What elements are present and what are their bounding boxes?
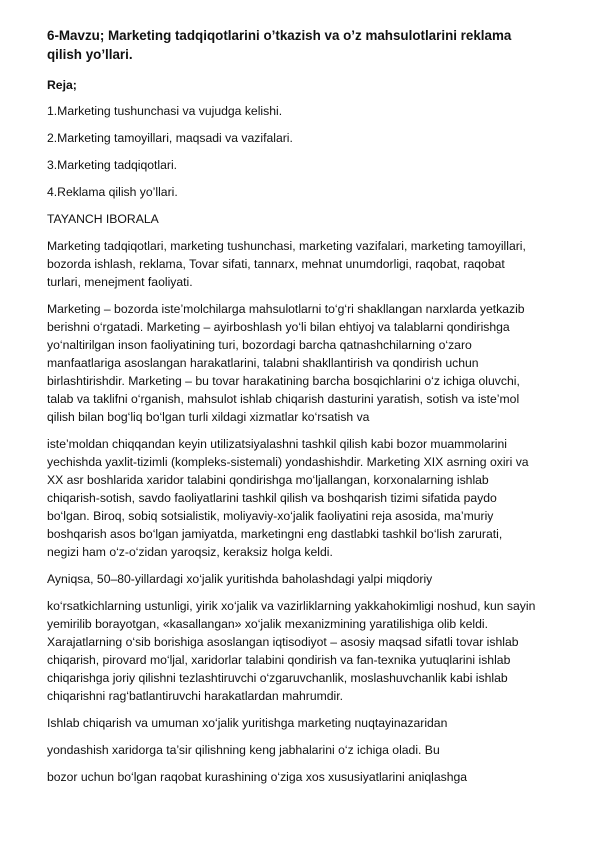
paragraph-line: qilish bilan bog‘liq bo‘lgan turli xildagi xizmatlar ko‘rsatish va xyxy=(47,410,370,424)
paragraph-line: boshqarish asos bo‘lgan jamiyatda, marketingni eng dastlabki tashkil bo‘lish zarurati, xyxy=(47,527,503,541)
document-title xyxy=(47,26,567,64)
paragraph-line: Ayniqsa, 50–80-yillardagi xo‘jalik yuritishda baholashdagi yalpi miqdoriy xyxy=(47,572,433,586)
paragraph-line: birlashtirishdir. Marketing – bu tovar harakatining barcha bosqichlarini o‘z ichiga oluvchi, xyxy=(47,374,520,388)
paragraph-line: Ishlab chiqarish va umuman xo‘jalik yuritishga marketing nuqtayinazaridan xyxy=(47,716,448,730)
plan-item: 4.Reklama qilish yo’llari. xyxy=(47,185,178,199)
paragraph-line: chiqarish-sotish, savdo faoliyatlarini tashkil qilish va boshqarish tizimi sifatida paydo xyxy=(47,491,497,505)
keywords-line: bozorda ishlash, reklama, Tovar sifati, tannarx, mehnat unumdorligi, raqobat, raqobat xyxy=(47,257,505,271)
paragraph-line: XX asr boshlarida xaridor talabini qondirishga mo‘ljallangan, korxonalarning ishlab xyxy=(47,473,489,487)
paragraph-line: yondashish xaridorga ta’sir qilishning keng jabhalarini o‘z ichiga oladi. Bu xyxy=(47,743,440,757)
paragraph-line: bo‘lgan. Biroq, sobiq sotsialistik, moliyaviy-xo‘jalik faoliyatini reja asosida, ma’muriy xyxy=(47,509,494,523)
paragraph-line: iste’moldan chiqqandan keyin utilizatsiyalashni tashkil qilish kabi bozor muammolarini xyxy=(47,437,507,451)
paragraph-line: yemirilib borayotgan, «kasallangan» xo‘jalik mexanizmining yaratilishiga olib keldi. xyxy=(47,617,489,631)
paragraph-line: ko‘rsatkichlarning ustunligi, yirik xo‘jalik va vazirliklarning yakkahokimligi noshud, kun sayin xyxy=(47,599,536,613)
paragraph-line: chiqarishni rag‘batlantiruvchi harakatlardan mahrumdir. xyxy=(47,689,344,703)
paragraph-line: Marketing – bozorda iste’molchilarga mahsulotlarni to‘g‘ri shakllangan narxlarda yetkazib xyxy=(47,302,525,316)
paragraph-line: talab va taklifni o‘rganish, mahsulot ishlab chiqarish dasturini yaratish, sotish va iste’mol xyxy=(47,392,520,406)
paragraph-line: chiqarishga joriy qilishni tezlashtiruvchi o‘zgaruvchanlik, moslashuvchanlik kabi ishlab xyxy=(47,671,508,685)
paragraph-line: berishni o‘rgatadi. Marketing – ayirboshlash yo‘li bilan ehtiyoj va talablarni qondirishga xyxy=(47,320,510,334)
paragraph-line: yechishda yaxlit-tizimli (kompleks-sistemali) yondashishdir. Marketing XIX asrning oxiri va xyxy=(47,455,529,469)
paragraph-line: Xarajatlarning o‘sib borishiga asoslangan iqtisodiyot – asosiy maqsad sifatli tovar ishlab xyxy=(47,635,519,649)
paragraph-line: yo‘naltirilgan inson faoliyatining turi, bozordagi barcha qatnashchilarning o‘zaro xyxy=(47,338,472,352)
paragraph-line: chiqarish, pirovard mo‘ljal, xaridorlar talabini qondirish va fan-texnika yutuqlarini ishlab xyxy=(47,653,511,667)
keywords-line: turlari, menejment faoliyati. xyxy=(47,275,193,289)
reja-heading: Reja; xyxy=(47,78,77,92)
keywords-line: Marketing tadqiqotlari, marketing tushunchasi, marketing vazifalari, marketing tamoyillari, xyxy=(47,239,526,253)
plan-item: 2.Marketing tamoyillari, maqsadi va vazifalari. xyxy=(47,131,293,145)
paragraph-line: negizi ham o‘z-o‘zidan yaroqsiz, keraksiz holga keldi. xyxy=(47,545,333,559)
plan-item: 3.Marketing tadqiqotlari. xyxy=(47,158,178,172)
paragraph-line: manfaatlariga asoslangan harakatlarini, talabni shakllantirish va qondirish uchun xyxy=(47,356,479,370)
title-line: 6-Mavzu; Marketing tadqiqotlarini o’tkazish va o’z mahsulotlarini reklama xyxy=(47,28,512,43)
plan-item: 1.Marketing tushunchasi va vujudga kelishi. xyxy=(47,104,283,118)
paragraph-line: bozor uchun bo‘lgan raqobat kurashining o‘ziga xos xususiyatlarini aniqlashga xyxy=(47,770,468,784)
keywords-heading: TAYANCH IBORALA xyxy=(47,212,159,226)
title-line: qilish yo’llari. xyxy=(47,47,133,62)
